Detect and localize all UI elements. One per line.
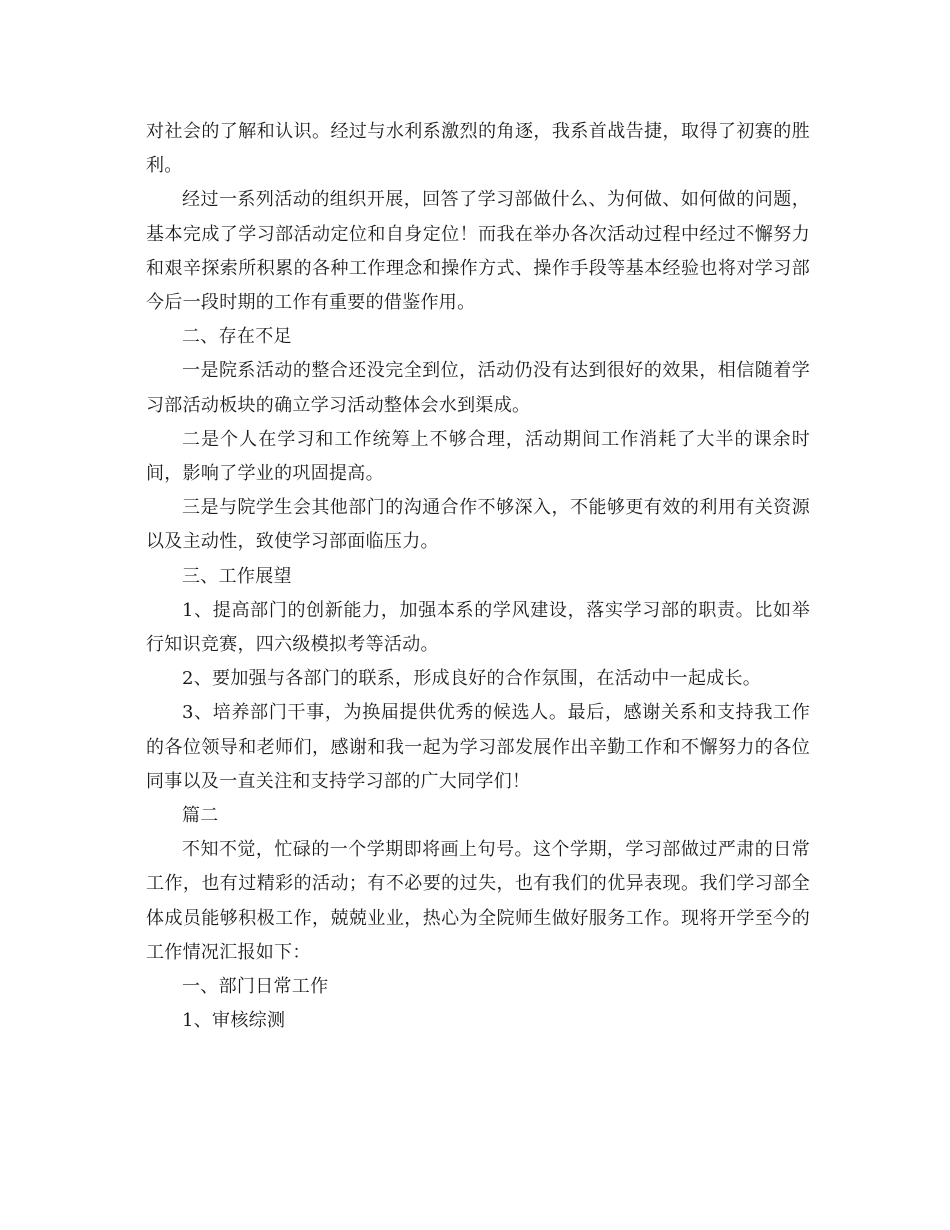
paragraph-activity-summary: 经过一系列活动的组织开展，回答了学习部做什么、为何做、如何做的问题，基本完成了学习部活动定位和自身定位！而我在举办各次活动过程中经过不懈努力和艰辛探索所积累的各种工作理念和操作方式、操作手段等基本经验也将对学习部今后一段时期的工作有重要的借鉴作用。 — [146, 189, 810, 314]
paragraph-shortcoming-1: 一是院系活动的整合还没完全到位，活动仍没有达到很好的效果，相信随着学习部活动板块的确立学习活动整体会水到渠成。 — [146, 360, 810, 416]
paragraph-outlook-1: 1、提高部门的创新能力，加强本系的学风建设，落实学习部的职责。比如举行知识竞赛，四六级模拟考等活动。 — [146, 599, 810, 656]
section-heading-outlook: 三、工作展望 — [182, 565, 292, 587]
paragraph-continuation: 对社会的了解和认识。经过与水利系激烈的角逐，我系首战告捷，取得了初赛的胜利。 — [146, 121, 810, 177]
paragraph-semester-intro: 不知不觉，忙碌的一个学期即将画上句号。这个学期，学习部做过严肃的日常工作，也有过精彩的活动；有不必要的过失，也有我们的优异表现。我们学习部全体成员能够积极工作，兢兢业业，热心为全院师生做好服务工作。现将开学至今的工作情况汇报如下： — [146, 839, 810, 963]
subheading-review: 1、审核综测 — [182, 1010, 286, 1032]
paragraph-shortcoming-2: 二是个人在学习和工作统筹上不够合理，活动期间工作消耗了大半的课余时间，影响了学业的巩固提高。 — [146, 428, 810, 485]
section-heading-daily-work: 一、部门日常工作 — [182, 976, 329, 998]
paragraph-shortcoming-3: 三是与院学生会其他部门的沟通合作不够深入，不能够更有效的利用有关资源以及主动性，致使学习部面临压力。 — [146, 497, 810, 553]
section-heading-part-two: 篇二 — [182, 805, 219, 827]
section-heading-shortcomings: 二、存在不足 — [182, 326, 292, 348]
document-page — [146, 115, 810, 1038]
paragraph-outlook-3: 3、培养部门干事，为换届提供优秀的候选人。最后，感谢关系和支持我工作的各位领导和老师们，感谢和我一起为学习部发展作出辛勤工作和不懈努力的各位同事以及一直关注和支持学习部的广大同学们！ — [146, 702, 810, 792]
paragraph-outlook-2: 2、要加强与各部门的联系，形成良好的合作氛围，在活动中一起成长。 — [182, 668, 762, 690]
